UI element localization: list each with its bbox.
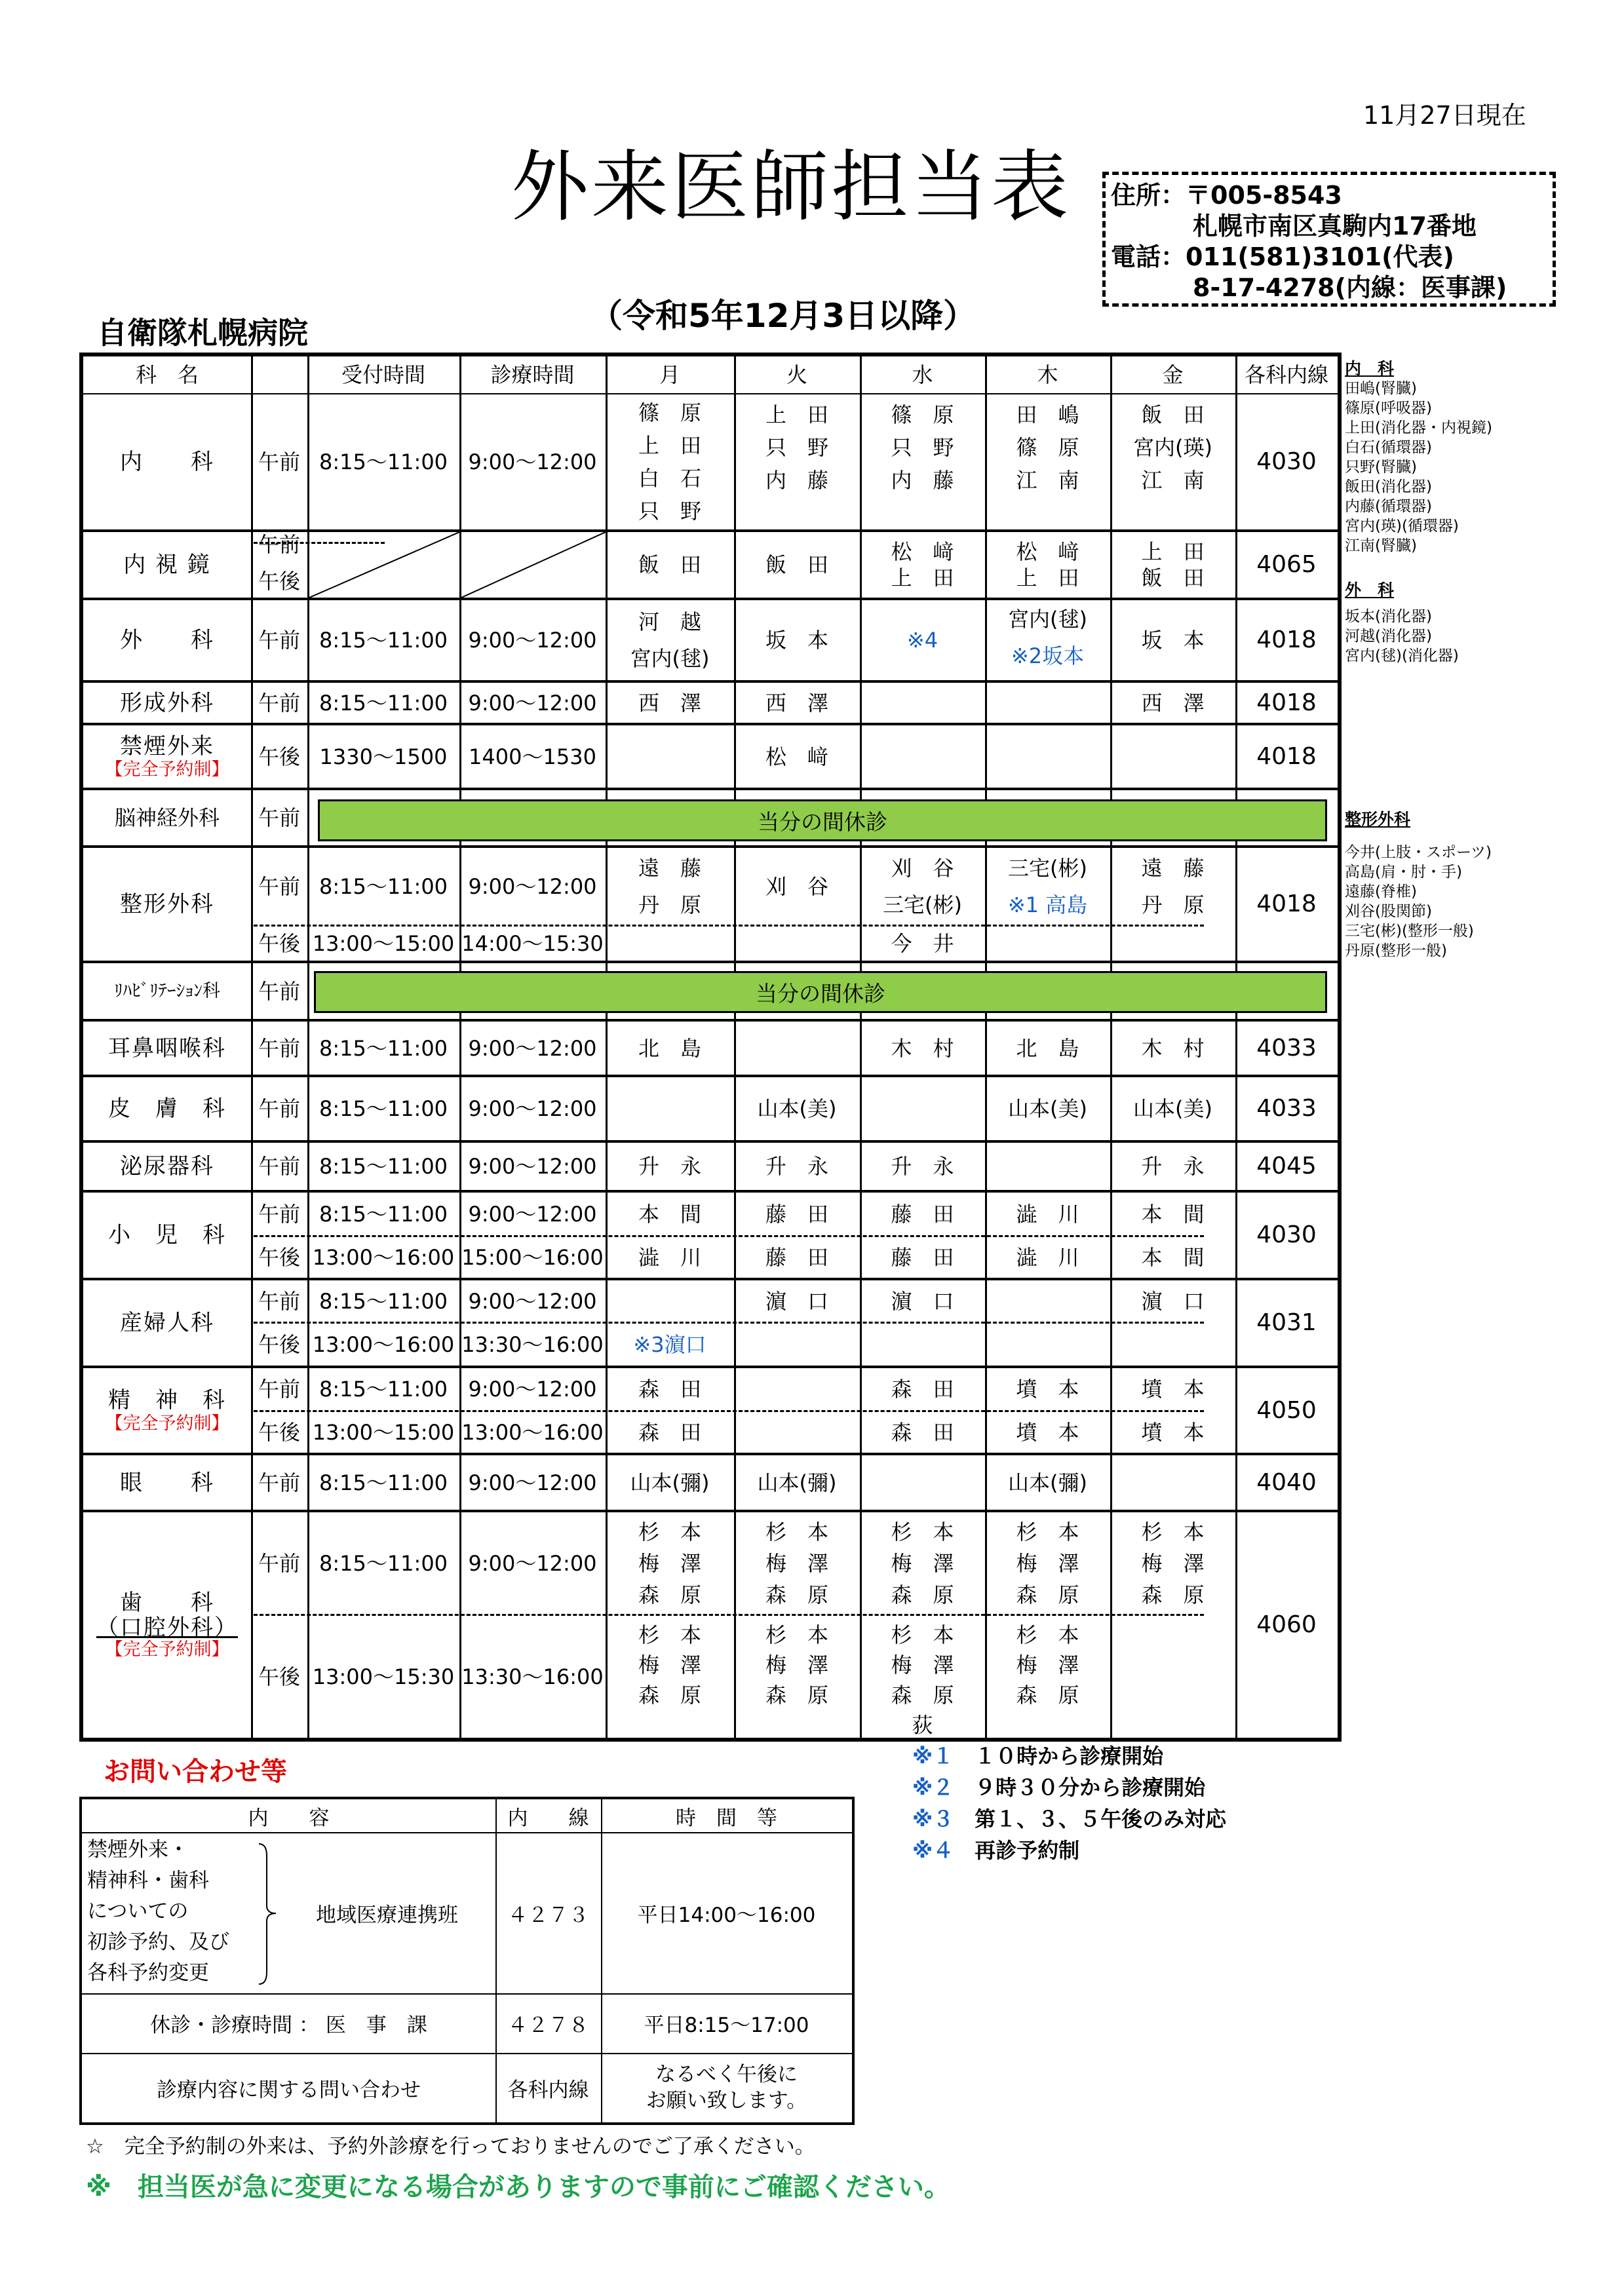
- note-ref: ※4: [906, 628, 938, 653]
- doctor-cell: 升 永: [638, 1154, 701, 1179]
- doctor-cell: 西 澤: [638, 690, 701, 716]
- doctor-cell: 松 﨑 上 田: [891, 539, 954, 590]
- note-text: ９時３０分から診療開始: [975, 1775, 1206, 1800]
- doctor-cell: 篠 原 只 野 内 藤: [891, 402, 954, 493]
- extension-number: 4033: [1256, 1034, 1317, 1062]
- period-am: 午前: [258, 1550, 300, 1576]
- doctor-cell: 藤 田: [891, 1201, 954, 1227]
- specialty-item: 江南(腎臓): [1345, 537, 1417, 554]
- specialty-item: 今井(上肢・スポーツ): [1345, 844, 1492, 861]
- dept-label: 精 神 科: [108, 1387, 226, 1413]
- dept-ophthalmology: 眼 科: [120, 1469, 214, 1496]
- doctor-cell-pm: 墳 本: [1141, 1419, 1205, 1445]
- page-title: 外来医師担当表: [511, 142, 1072, 232]
- hospital-name: 自衛隊札幌病院: [97, 315, 308, 351]
- doctor-cell: 山本(美): [1008, 1096, 1087, 1121]
- doctor-cell: 西 澤: [765, 690, 828, 716]
- note-item: [912, 1772, 1226, 1803]
- consult-time: 9:00～12:00: [468, 1201, 597, 1227]
- doctor-cell: 飯 田 宮内(瑛) 江 南: [1133, 402, 1212, 493]
- doctor-cell: 藤 田: [765, 1201, 828, 1227]
- reserved-label: 【完全予約制】: [105, 759, 229, 780]
- inquiry-title: お問い合わせ等: [104, 1757, 287, 1787]
- doctor-cell-pm: 藤 田: [765, 1244, 828, 1270]
- period-am: 午前: [258, 628, 300, 653]
- specialty-item: 田嶋(腎臓): [1345, 380, 1417, 397]
- period-am: 午前: [258, 532, 300, 557]
- period-pm: 午後: [258, 1664, 300, 1689]
- doctor-cell: 木 村: [1141, 1035, 1205, 1061]
- extension-number: 4030: [1256, 448, 1317, 475]
- doctor-cell: 杉 本 梅 澤 森 原: [891, 1520, 954, 1607]
- period-am: 午前: [258, 805, 300, 830]
- doctor-cell-pm: 藤 田: [891, 1244, 954, 1270]
- doctor-cell: 宮内(毬): [1008, 607, 1087, 632]
- dept-smoking: [83, 725, 251, 788]
- consult-time-pm: 13:30～16:00: [461, 1664, 604, 1689]
- note-mark: ※１: [912, 1744, 954, 1769]
- consult-time: 9:00～12:00: [468, 1550, 597, 1576]
- address-line: 住所：〒005-8543: [1111, 181, 1342, 210]
- doctor-cell: 北 島: [1016, 1035, 1079, 1061]
- effective-date: （令和5年12月3日以降）: [590, 297, 976, 335]
- specialty-item: 河越(消化器): [1345, 628, 1432, 645]
- doctor-cell-pm: 森 田: [638, 1419, 701, 1445]
- note-item: [912, 1803, 1226, 1835]
- consult-time: 9:00～12:00: [468, 450, 597, 474]
- reception-time-pm: 13:00～16:00: [312, 1331, 455, 1357]
- doctor-cell: 坂 本: [1141, 628, 1205, 653]
- dept-label: 禁煙外来: [120, 733, 214, 759]
- doctor-cell: 濵 口: [891, 1288, 954, 1314]
- diagonal-slash: [309, 532, 459, 598]
- specialty-item: 刈谷(股関節): [1345, 903, 1432, 920]
- consult-time: 9:00～12:00: [468, 1035, 597, 1061]
- as-of-date: 11月27日現在: [1363, 101, 1526, 130]
- doctor-cell: 山本(彌): [757, 1470, 837, 1495]
- extension-number: 4060: [1256, 1611, 1317, 1638]
- note-ref-doctor: ※3濵口: [633, 1331, 706, 1357]
- header-tue: 火: [786, 362, 807, 387]
- inquiry-header-time: 時 間 等: [676, 1806, 777, 1830]
- reception-time: 8:15～11:00: [319, 1470, 448, 1495]
- consult-time: 9:00～12:00: [468, 1096, 597, 1121]
- doctor-cell-pm: 澁 川: [638, 1244, 701, 1270]
- doctor-cell: 森 田: [891, 1377, 954, 1402]
- extension-number: 4018: [1256, 890, 1317, 917]
- doctor-cell-pm: 本 間: [1141, 1244, 1205, 1270]
- note-text: １０時から診療開始: [975, 1744, 1164, 1769]
- consult-time: 9:00～12:00: [468, 873, 597, 899]
- doctor-cell-pm: 杉 本 梅 澤 森 原: [1016, 1622, 1079, 1708]
- closed-banner: 当分の間休診: [314, 971, 1327, 1013]
- consult-time: 9:00～12:00: [468, 628, 597, 653]
- doctor-cell: 松 﨑 上 田: [1016, 539, 1079, 590]
- dept-internal: 内 科: [120, 449, 214, 475]
- doctor-cell: 上 田 只 野 内 藤: [765, 402, 828, 493]
- doctor-cell: 山本(彌): [1008, 1470, 1087, 1495]
- inquiry-ext: ４２７３: [507, 1903, 589, 1927]
- doctor-cell: 濵 口: [1141, 1288, 1205, 1314]
- closed-banner: 当分の間休診: [318, 799, 1327, 841]
- doctor-cell-pm: 森 田: [891, 1419, 954, 1445]
- specialty-item: 篠原(呼吸器): [1345, 400, 1432, 417]
- doctor-cell-pm: 今 井: [891, 930, 954, 956]
- inquiry-time: なるべく午後に お願い致します。: [646, 2063, 807, 2113]
- inquiry-ext: 各科内線: [507, 2078, 589, 2102]
- header-ext: 各科内線: [1244, 362, 1328, 387]
- header-reception: 受付時間: [341, 362, 425, 387]
- doctor-cell: 田 嶋 篠 原 江 南: [1016, 402, 1079, 493]
- doctor-cell: 杉 本 梅 澤 森 原: [765, 1520, 828, 1607]
- specialty-item: 宮内(毬)(消化器): [1345, 647, 1459, 664]
- doctor-cell: 松 﨑: [765, 744, 828, 769]
- schedule-table: [79, 353, 1342, 1742]
- doctor-cell-pm: 杉 本 梅 澤 森 原: [638, 1622, 701, 1708]
- reserved-label: 【完全予約制】: [105, 1639, 229, 1660]
- note-mark: ※４: [912, 1838, 954, 1863]
- doctor-cell: 河 越 宮内(毬): [630, 609, 710, 671]
- doctor-cell: 澁 川: [1016, 1201, 1079, 1227]
- dept-label: 歯 科: [120, 1590, 214, 1616]
- doctor-cell: 墳 本: [1141, 1377, 1205, 1402]
- reception-time: 8:15～11:00: [319, 1550, 448, 1576]
- period-pm: 午後: [258, 569, 300, 594]
- doctor-cell: 升 永: [1141, 1154, 1205, 1179]
- period-am: 午前: [258, 1154, 300, 1179]
- note-item: [912, 1835, 1226, 1866]
- doctor-cell: 杉 本 梅 澤 森 原: [1141, 1520, 1205, 1607]
- extension-number: 4050: [1256, 1396, 1317, 1424]
- inquiry-content: 休診・診療時間 ： 医 事 課: [150, 2014, 427, 2037]
- doctor-cell: 杉 本 梅 澤 森 原: [1016, 1520, 1079, 1607]
- consult-time-pm: 15:00～16:00: [461, 1244, 604, 1270]
- dept-urology: 泌尿器科: [120, 1153, 214, 1179]
- specialty-item: 内藤(循環器): [1345, 498, 1432, 515]
- reception-time: 8:15～11:00: [319, 1201, 448, 1227]
- inquiry-table: [79, 1797, 855, 2125]
- doctor-cell: 刈 谷 三宅(彬): [883, 855, 962, 917]
- specialty-item: 上田(消化器・内視鏡): [1345, 419, 1492, 436]
- consult-time-pm: 13:00～16:00: [461, 1419, 604, 1445]
- reception-time: 8:15～11:00: [319, 450, 448, 474]
- note-text: 再診予約制: [975, 1838, 1080, 1863]
- doctor-cell: 刈 谷: [765, 873, 828, 899]
- consult-time: 9:00～12:00: [468, 690, 597, 716]
- doctor-cell: 山本(美): [1133, 1096, 1212, 1121]
- extension-number: 4018: [1256, 689, 1317, 716]
- period-pm: 午後: [258, 930, 300, 956]
- period-am: 午前: [258, 1201, 300, 1227]
- dept-dental: [83, 1512, 251, 1738]
- note-text: 第１、３、５午後のみ対応: [975, 1807, 1227, 1831]
- doctor-cell: 遠 藤 丹 原: [1141, 855, 1205, 917]
- inquiry-content: 診療内容に関する問い合わせ: [157, 2078, 421, 2102]
- header-consult: 診療時間: [490, 362, 575, 387]
- period-am: 午前: [258, 1470, 300, 1495]
- doctor-cell: 上 田 飯 田: [1141, 539, 1205, 590]
- doctor-cell: 飯 田: [765, 552, 828, 577]
- inquiry-header-ext: 内 線: [507, 1806, 589, 1830]
- specialty-item: 坂本(消化器): [1345, 608, 1432, 625]
- extension-number: 4018: [1256, 626, 1317, 653]
- period-am: 午前: [258, 1377, 300, 1402]
- header-thu: 木: [1037, 362, 1058, 387]
- change-warning: ※ 担当医が急に変更になる場合がありますので事前にご確認ください。: [86, 2172, 950, 2202]
- doctor-cell: 本 間: [1141, 1201, 1205, 1227]
- reception-time: 8:15～11:00: [319, 1288, 448, 1314]
- doctor-cell: 杉 本 梅 澤 森 原: [638, 1520, 701, 1607]
- note-mark: ※３: [912, 1807, 954, 1831]
- inquiry-time: 平日8:15～17:00: [644, 2014, 809, 2037]
- doctor-cell-pm: 澁 川: [1016, 1244, 1079, 1270]
- specialty-item: 飯田(消化器): [1345, 478, 1432, 495]
- extension-number: 4045: [1256, 1153, 1317, 1179]
- doctor-cell: 升 永: [765, 1154, 828, 1179]
- address-line: 札幌市南区真駒内17番地: [1193, 212, 1477, 240]
- dept-pediatrics: 小 児 科: [108, 1222, 226, 1248]
- note-mark: ※２: [912, 1775, 954, 1800]
- inquiry-ext: ４２７８: [507, 2014, 589, 2037]
- diagonal-slash: [461, 532, 606, 598]
- reception-time: 8:15～11:00: [319, 628, 448, 653]
- dept-plastic: 形成外科: [120, 689, 214, 716]
- extension-number: 4031: [1256, 1309, 1317, 1336]
- doctor-cell: 木 村: [891, 1035, 954, 1061]
- reception-time: 8:15～11:00: [319, 1096, 448, 1121]
- consult-time: 9:00～12:00: [468, 1288, 597, 1314]
- period-am: 午前: [258, 1288, 300, 1314]
- doctor-cell: 篠 原 上 田 白 石 只 野: [638, 400, 701, 524]
- dept-ent: 耳鼻咽喉科: [108, 1035, 226, 1062]
- note-ref-doctor: ※1 高島: [1007, 892, 1088, 917]
- specialty-item: 宮内(瑛)(循環器): [1345, 518, 1459, 535]
- specialty-item: 高島(肩・肘・手): [1345, 864, 1462, 881]
- reservation-footnote: ☆ 完全予約制の外来は、予約外診療を行っておりませんのでご了承ください。: [86, 2135, 815, 2158]
- doctor-cell: 山本(美): [757, 1096, 837, 1121]
- phone-line: 電話：011(581)3101(代表): [1111, 242, 1454, 271]
- period-pm: 午後: [258, 1419, 300, 1445]
- period-pm: 午後: [258, 1331, 300, 1357]
- specialty-item: 丹原(整形一般): [1345, 942, 1447, 959]
- dept-dermatology: 皮 膚 科: [108, 1096, 226, 1122]
- reception-time: 1330～1500: [319, 744, 448, 769]
- inquiry-time: 平日14:00～16:00: [637, 1903, 816, 1927]
- doctor-specialty-list: [1345, 359, 1492, 961]
- reception-time-pm: 13:00～15:30: [312, 1664, 455, 1689]
- specialty-item: 三宅(彬)(整形一般): [1345, 923, 1474, 940]
- dept-sublabel: （口腔外科）: [96, 1615, 238, 1641]
- dept-psychiatry: [83, 1368, 251, 1453]
- specialty-item: 白石(循環器): [1345, 439, 1432, 456]
- inquiry-dept: 地域医療連携班: [316, 1903, 458, 1927]
- doctor-cell-pm: 杉 本 梅 澤 森 原: [765, 1622, 828, 1708]
- doctor-cell: 墳 本: [1016, 1377, 1079, 1402]
- doctor-cell: 本 間: [638, 1201, 701, 1227]
- reception-time-pm: 13:00～15:00: [312, 1419, 455, 1445]
- doctor-cell-pm: 杉 本 梅 澤 森 原 荻: [891, 1622, 954, 1738]
- doctor-cell: 西 澤: [1141, 690, 1205, 716]
- period-am: 午前: [258, 1035, 300, 1061]
- header-dept: 科 名: [135, 362, 199, 387]
- header-mon: 月: [659, 362, 680, 387]
- side-heading: 外 科: [1345, 581, 1395, 600]
- doctor-cell: 山本(彌): [630, 1470, 710, 1495]
- consult-time-pm: 14:00～15:30: [461, 930, 604, 956]
- reception-time: 8:15～11:00: [319, 1377, 448, 1402]
- doctor-cell: 升 永: [891, 1154, 954, 1179]
- dept-rehabilitation: ﾘﾊﾋﾞﾘﾃｰｼｮﾝ科: [114, 980, 220, 1001]
- phone-line: 8-17-4278(内線：医事課): [1193, 273, 1507, 302]
- header-fri: 金: [1162, 362, 1184, 387]
- doctor-cell: 遠 藤 丹 原: [638, 855, 701, 917]
- reception-time-pm: 13:00～16:00: [312, 1244, 455, 1270]
- side-heading: 内 科: [1345, 359, 1395, 378]
- doctor-cell: 飯 田: [638, 552, 701, 577]
- doctor-cell-pm: 墳 本: [1016, 1419, 1079, 1445]
- extension-number: 4018: [1256, 742, 1317, 770]
- dept-surgery: 外 科: [120, 627, 214, 653]
- dept-endoscope: 内 視 鏡: [123, 552, 211, 578]
- specialty-item: 只野(腎臓): [1345, 459, 1417, 476]
- reception-time-pm: 13:00～15:00: [312, 930, 455, 956]
- extension-number: 4040: [1256, 1468, 1317, 1496]
- dept-orthopedics: 整形外科: [120, 891, 214, 917]
- extension-number: 4030: [1256, 1221, 1317, 1248]
- consult-time: 9:00～12:00: [468, 1377, 597, 1402]
- period-am: 午前: [258, 1096, 300, 1121]
- notes-list: [912, 1740, 1226, 1866]
- doctor-cell: 濵 口: [765, 1288, 828, 1314]
- reserved-label: 【完全予約制】: [105, 1413, 229, 1434]
- period-am: 午前: [258, 978, 300, 1004]
- inquiry-header-content: 内 容: [248, 1806, 330, 1830]
- extension-number: 4033: [1256, 1095, 1317, 1122]
- reception-time: 8:15～11:00: [319, 690, 448, 716]
- consult-time-pm: 13:30～16:00: [461, 1331, 604, 1357]
- header-wed: 水: [912, 362, 933, 387]
- consult-time: 1400～1530: [469, 744, 596, 769]
- period-am: 午前: [258, 690, 300, 716]
- note-ref-doctor: ※2坂本: [1011, 643, 1085, 668]
- reception-time: 8:15～11:00: [319, 1154, 448, 1179]
- doctor-cell: 森 田: [638, 1377, 701, 1402]
- dept-obgyn: 産婦人科: [120, 1310, 214, 1336]
- address-box: [1102, 172, 1556, 307]
- period-am: 午前: [258, 873, 300, 899]
- doctor-cell: 坂 本: [765, 628, 828, 653]
- inquiry-content: 禁煙外来・ 精神科・歯科 についての 初診予約、及び 各科予約変更: [87, 1838, 229, 1985]
- dept-neurosurgery: 脳神経外科: [114, 805, 220, 830]
- reception-time: 8:15～11:00: [319, 1035, 448, 1061]
- period-am: 午前: [258, 450, 300, 474]
- extension-number: 4065: [1256, 551, 1317, 578]
- side-heading: 整形外科: [1345, 810, 1411, 829]
- note-item: [912, 1740, 1226, 1772]
- doctor-cell: 三宅(彬): [1008, 856, 1087, 881]
- consult-time: 9:00～12:00: [468, 1470, 597, 1495]
- doctor-cell: 北 島: [638, 1035, 701, 1061]
- reception-time: 8:15～11:00: [319, 873, 448, 899]
- period-pm: 午後: [258, 1244, 300, 1270]
- consult-time: 9:00～12:00: [468, 1154, 597, 1179]
- specialty-item: 遠藤(脊椎): [1345, 883, 1417, 900]
- period-pm: 午後: [258, 744, 300, 769]
